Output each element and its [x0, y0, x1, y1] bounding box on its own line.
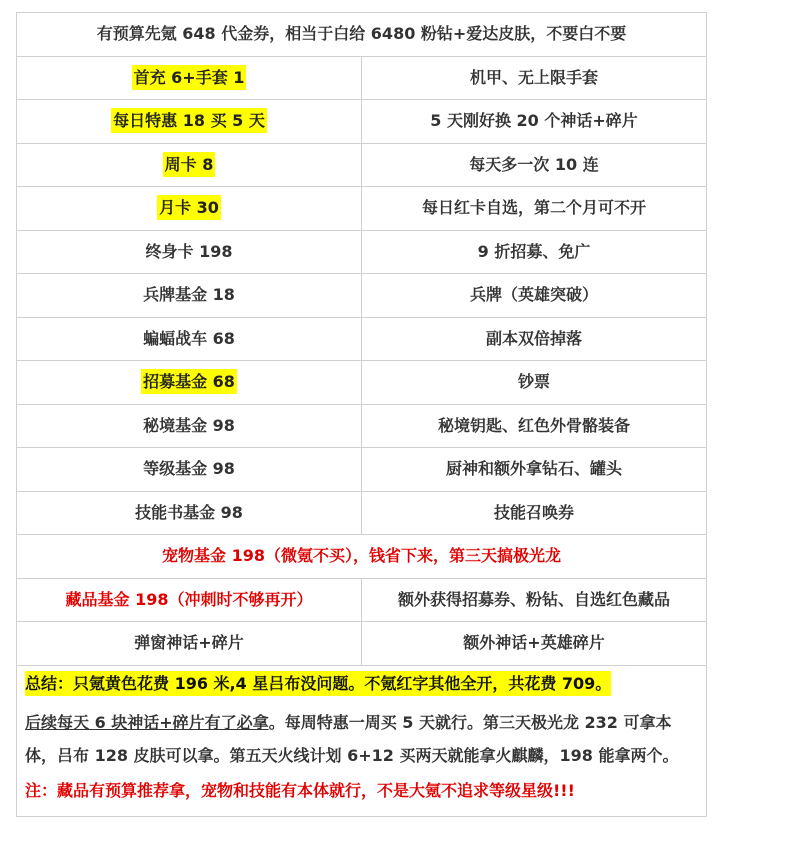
highlighted-item: 首充 6+手套 1 [132, 65, 247, 90]
row-left-cell: 等级基金 98 [17, 448, 362, 492]
highlighted-item: 每日特惠 18 买 5 天 [111, 108, 267, 133]
summary-note: 注：藏品有预算推荐拿，宠物和技能有本体就行，不是大氪不追求等级星级!!! [25, 780, 575, 800]
row-right-cell: 秘境钥匙、红色外骨骼装备 [362, 404, 707, 448]
highlighted-item: 周卡 8 [163, 152, 216, 177]
collection-fund-row [17, 578, 707, 622]
table-row [17, 491, 707, 535]
row-right-cell: 每日红卡自选，第二个月可不开 [362, 187, 707, 231]
row-left-cell: 蝙蝠战车 68 [17, 317, 362, 361]
row-right-cell: 技能召唤券 [362, 491, 707, 535]
summary-follow-underlined: 后续每天 6 块神话+碎片有了必拿 [25, 712, 269, 732]
table-row [17, 274, 707, 318]
table-row [17, 187, 707, 231]
recharge-guide [16, 12, 707, 817]
row-right-cell: 兵牌（英雄突破） [362, 274, 707, 318]
highlighted-item: 月卡 30 [157, 195, 221, 220]
popup-right-cell: 额外神话+英雄碎片 [362, 622, 707, 666]
popup-row [17, 622, 707, 666]
row-left-cell: 秘境基金 98 [17, 404, 362, 448]
row-left-cell [17, 143, 362, 187]
header-cell: 有预算先氪 648 代金券，相当于白给 6480 粉钻+爱达皮肤，不要白不要 [17, 13, 707, 57]
header-row [17, 13, 707, 57]
row-right-cell: 机甲、无上限手套 [362, 56, 707, 100]
summary-follow-up [25, 706, 698, 772]
row-right-cell: 钞票 [362, 361, 707, 405]
table-row [17, 143, 707, 187]
summary-title-text: 总结：只氪黄色花费 196 米,4 星吕布没问题。不氪红字其他全开，共花费 709。 [25, 671, 611, 696]
pet-fund-cell: 宠物基金 198（微氪不买），钱省下来，第三天搞极光龙 [17, 535, 707, 579]
summary-row [17, 665, 707, 816]
pet-fund-row [17, 535, 707, 579]
collection-fund-left-cell: 藏品基金 198（冲刺时不够再开） [17, 578, 362, 622]
recharge-table [16, 12, 707, 817]
row-right-cell: 厨神和额外拿钻石、罐头 [362, 448, 707, 492]
table-row [17, 361, 707, 405]
table-row [17, 56, 707, 100]
row-left-cell [17, 56, 362, 100]
row-left-cell: 终身卡 198 [17, 230, 362, 274]
highlighted-item: 招募基金 68 [141, 369, 237, 394]
table-row [17, 230, 707, 274]
row-right-cell: 5 天刚好换 20 个神话+碎片 [362, 100, 707, 144]
row-right-cell: 副本双倍掉落 [362, 317, 707, 361]
row-right-cell: 9 折招募、免广 [362, 230, 707, 274]
row-left-cell [17, 361, 362, 405]
summary-cell [17, 665, 707, 816]
row-left-cell [17, 187, 362, 231]
table-row [17, 100, 707, 144]
summary-follow-rest: 。每周特惠一周买 5 天就行。第三天极光龙 232 可拿本体，吕布 128 皮肤可以拿。第五天火线计划 6+12 买两天就能拿火麒麟，198 能拿两个。 [25, 712, 679, 765]
popup-left-cell: 弹窗神话+碎片 [17, 622, 362, 666]
table-row [17, 404, 707, 448]
row-right-cell: 每天多一次 10 连 [362, 143, 707, 187]
collection-fund-right-cell: 额外获得招募券、粉钻、自选红色藏品 [362, 578, 707, 622]
row-left-cell: 兵牌基金 18 [17, 274, 362, 318]
summary-title [25, 672, 698, 696]
table-row [17, 317, 707, 361]
row-left-cell [17, 100, 362, 144]
table-row [17, 448, 707, 492]
row-left-cell: 技能书基金 98 [17, 491, 362, 535]
